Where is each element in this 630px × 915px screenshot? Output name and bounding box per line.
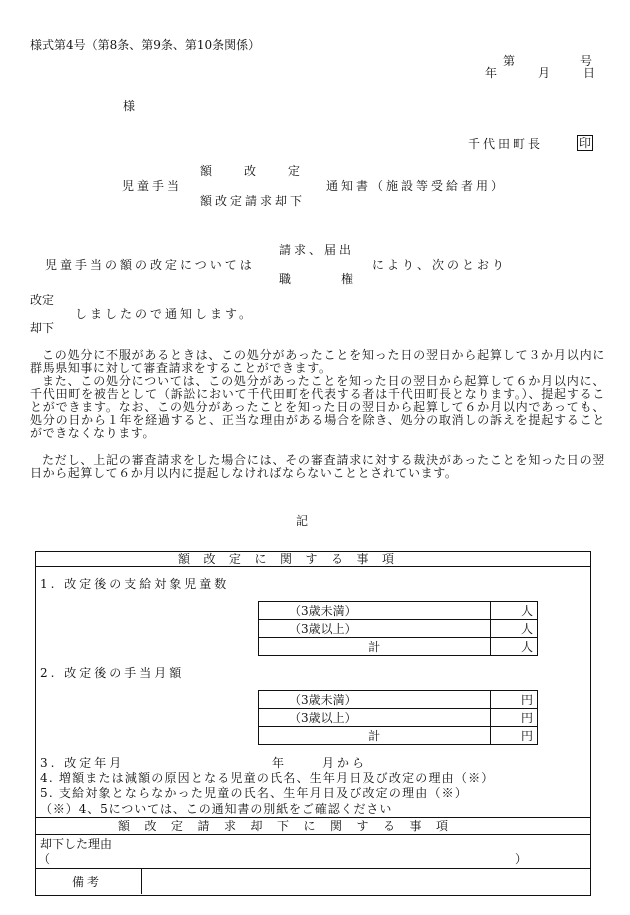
item-5-label: 5. 支給対象とならなかった児童の氏名、生年月日及び改定の理由（※） — [40, 786, 469, 800]
child-count-under3-unit: 人 — [490, 602, 537, 620]
amount-total-unit: 円 — [490, 727, 537, 745]
item-1-label: 1. 改定後の支給対象児童数 — [40, 577, 230, 591]
date-year: 年 — [485, 66, 498, 80]
table-row — [259, 727, 538, 745]
title-option-1-a: 額 — [200, 164, 213, 178]
divider — [35, 817, 590, 818]
reason-tail: により、次のとおり — [372, 258, 508, 272]
table-row — [259, 602, 538, 620]
amount-under3-unit: 円 — [490, 691, 537, 709]
child-count-over3-label: （3歳以上） — [259, 620, 491, 638]
item-3-label: 3. 改定年月 — [40, 756, 125, 770]
child-count-total-unit: 人 — [490, 638, 537, 656]
date-day: 日 — [583, 66, 596, 80]
reason-lead: 児童手当の額の改定については — [45, 258, 255, 272]
seal-text: 印 — [579, 136, 592, 150]
table-row — [259, 638, 538, 656]
divider — [35, 566, 590, 567]
rejection-paren-close: ） — [515, 852, 528, 866]
monthly-amount-table — [258, 690, 538, 745]
number-go: 号 — [580, 54, 593, 68]
decision-option-1: 改定 — [30, 293, 55, 307]
paragraph-appeal: この処分に不服があるときは、この処分があったことを知った日の翌日から起算して３か月以内に群馬県知事に対して審査請求をすることができます。 — [30, 348, 605, 375]
divider — [141, 868, 142, 894]
item-4-label: 4. 増額または減額の原因となる児童の氏名、生年月日及び改定の理由（※） — [40, 771, 495, 785]
date-month: 月 — [538, 66, 551, 80]
table-header-rejection: 額改定請求却下に関する事項 — [118, 819, 463, 833]
child-count-under3-label: （3歳未満） — [259, 602, 491, 620]
amount-over3-unit: 円 — [490, 709, 537, 727]
divider — [35, 868, 590, 869]
child-count-table — [258, 601, 538, 656]
addressee-suffix: 様 — [123, 99, 136, 113]
decision-tail: しましたので通知します。 — [75, 307, 255, 321]
number-dai: 第 — [503, 54, 516, 68]
decision-option-2: 却下 — [30, 321, 55, 335]
item-2-label: 2. 改定後の手当月額 — [40, 666, 185, 680]
title-suffix: 通知書（施設等受給者用） — [326, 179, 507, 193]
ki-mark: 記 — [296, 514, 309, 528]
paragraph-lawsuit: また、この処分については、この処分があったことを知った日の翌日から起算して６か月以内に、千代田町を被告として（訴訟において千代田町を代表する者は千代田町長となります。）、提起することができます。なお、この処分があったことを知った日の翌日から起算して６か月以内であっても、処分の日から１年を経過すると、正当な理由がある場合を除き、処分の取消しの訴えを提起することができなくなります。 — [30, 374, 605, 440]
reason-option-2-a: 職 — [279, 272, 292, 286]
reason-option-2-b: 権 — [341, 272, 354, 286]
title-option-1-c: 定 — [288, 164, 301, 178]
seal-mark — [577, 136, 593, 150]
child-count-over3-unit: 人 — [490, 620, 537, 638]
table-row — [259, 620, 538, 638]
amount-total-label: 計 — [259, 727, 491, 745]
rejection-paren-open: （ — [38, 852, 51, 866]
table-row — [259, 691, 538, 709]
item-3-year: 年 — [272, 756, 285, 770]
amount-over3-label: （3歳以上） — [259, 709, 491, 727]
item-note: （※）4、5については、この通知書の別紙をご確認ください — [40, 802, 393, 816]
item-3-month: 月から — [322, 756, 368, 770]
divider — [35, 834, 590, 835]
paragraph-proviso: ただし、上記の審査請求をした場合には、その審査請求に対する裁決があったことを知った日の翌日から起算して６か月以内に提起しなければならないこととされています。 — [30, 453, 605, 480]
child-count-total-label: 計 — [259, 638, 491, 656]
amount-under3-label: （3歳未満） — [259, 691, 491, 709]
title-option-2: 額改定請求却下 — [200, 194, 306, 208]
reason-option-1: 請求、届出 — [279, 243, 355, 257]
title-option-1-b: 改 — [244, 164, 257, 178]
table-row — [259, 709, 538, 727]
form-id: 様式第4号（第8条、第9条、第10条関係） — [30, 38, 261, 52]
issuer: 千代田町長 — [468, 137, 544, 151]
rejection-reason-label: 却下した理由 — [40, 837, 113, 851]
remarks-label: 備考 — [72, 875, 103, 889]
table-header-revision: 額改定に関する事項 — [178, 552, 408, 566]
title-prefix: 児童手当 — [122, 179, 183, 193]
